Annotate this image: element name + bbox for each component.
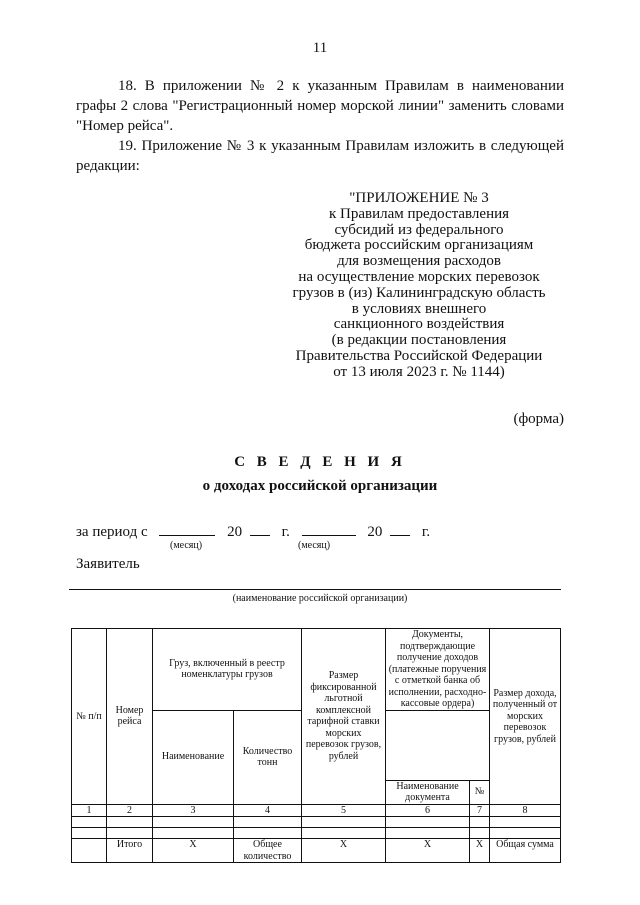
total-cell: Общее количество <box>234 839 302 863</box>
form-label: (форма) <box>513 411 564 427</box>
header-cargo-name: Наименование <box>153 710 234 804</box>
appendix-line: на осуществление морских перевозок <box>298 268 540 285</box>
total-row <box>72 839 561 863</box>
total-cell: Итого <box>107 839 153 863</box>
table-row <box>72 817 561 828</box>
appendix-line: к Правилам предоставления <box>328 205 510 222</box>
table-cell[interactable] <box>386 817 470 828</box>
header-doc-name: Наименование документа <box>386 780 470 804</box>
table-cell[interactable] <box>302 828 386 839</box>
appendix-line: в условиях внешнего <box>351 300 487 317</box>
table-cell[interactable] <box>107 817 153 828</box>
table-cell[interactable] <box>470 817 490 828</box>
page-number: 11 <box>312 40 328 56</box>
column-number: 2 <box>107 804 153 817</box>
total-cell: Х <box>153 839 234 863</box>
header-docs-group: Документы, подтверждающие получение доходов (платежные поручения с отметкой банка об исполнении, расходно-кассовые ордера) <box>386 629 490 711</box>
total-cell: Х <box>302 839 386 863</box>
paragraph-19: 19. Приложение № 3 к указанным Правилам изложить в следующей редакции: <box>76 138 564 174</box>
table-cell[interactable] <box>153 828 234 839</box>
appendix-line: для возмещения расходов <box>337 253 501 270</box>
table-cell[interactable] <box>490 828 561 839</box>
table-cell[interactable] <box>490 817 561 828</box>
total-cell: Х <box>470 839 490 863</box>
table-cell[interactable] <box>153 817 234 828</box>
year-prefix-2: 20 <box>367 524 383 540</box>
month-caption-1: (месяц) <box>170 540 203 551</box>
document-title: С В Е Д Е Н И Я <box>234 454 406 470</box>
total-cell: Х <box>386 839 470 863</box>
month-field-1[interactable] <box>159 521 215 536</box>
table-cell[interactable] <box>234 817 302 828</box>
header-rate: Размер фиксированной льготной комплексной тарифной ставки морских перевозок грузов, рублей <box>302 629 386 805</box>
year-suffix-1: г. <box>281 524 290 540</box>
month-caption-2: (месяц) <box>298 540 331 551</box>
appendix-header <box>286 191 552 381</box>
header-cargo-group: Груз, включенный в реестр номенклатуры грузов <box>153 629 302 711</box>
header-cargo-qty: Количество тонн <box>234 710 302 804</box>
appendix-line: (в редакции постановления <box>331 332 507 349</box>
total-cell: Общая сумма <box>490 839 561 863</box>
header-flight: Номер рейса <box>107 629 153 805</box>
table-cell[interactable] <box>386 828 470 839</box>
paragraph-18: 18. В приложении № 2 к указанным Правилам в наименовании графы 2 слова "Регистрационный номер морской линии" заменить словами "Номер рейса". <box>76 78 564 134</box>
table-cell[interactable] <box>302 817 386 828</box>
appendix-line: санкционного воздействия <box>333 316 505 333</box>
year-suffix-2: г. <box>421 524 431 540</box>
document-subtitle: о доходах российской организации <box>202 478 438 494</box>
year-field-2[interactable] <box>390 521 410 536</box>
month-field-2[interactable] <box>302 521 356 536</box>
appendix-line: субсидий из федерального <box>334 221 504 238</box>
column-number: 6 <box>386 804 470 817</box>
applicant-caption: (наименование российской организации) <box>232 593 408 604</box>
table-cell[interactable] <box>470 828 490 839</box>
period-prefix: за период с <box>76 524 148 540</box>
appendix-line: грузов в (из) Калининградскую область <box>292 284 546 301</box>
table-cell[interactable] <box>107 828 153 839</box>
table-row <box>72 828 561 839</box>
year-prefix-1: 20 <box>227 524 243 540</box>
appendix-line: от 13 июля 2023 г. № 1144) <box>333 363 505 380</box>
total-cell <box>72 839 107 863</box>
table-cell[interactable] <box>72 828 107 839</box>
appendix-line: "ПРИЛОЖЕНИЕ № 3 <box>349 190 489 206</box>
period-line <box>76 521 430 541</box>
column-number: 8 <box>490 804 561 817</box>
header-num: № п/п <box>72 629 107 805</box>
table-cell[interactable] <box>234 828 302 839</box>
income-table <box>71 628 561 863</box>
header-doc-num: № <box>470 780 490 804</box>
year-field-1[interactable] <box>250 521 270 536</box>
appendix-line: Правительства Российской Федерации <box>295 347 543 364</box>
column-number: 5 <box>302 804 386 817</box>
applicant-label: Заявитель <box>76 556 140 572</box>
appendix-line: бюджета российским организациям <box>304 237 534 254</box>
column-number: 4 <box>234 804 302 817</box>
column-number: 1 <box>72 804 107 817</box>
column-number: 3 <box>153 804 234 817</box>
table-cell[interactable] <box>72 817 107 828</box>
header-income: Размер дохода, полученный от морских перевозок грузов, рублей <box>490 629 561 805</box>
applicant-name-field[interactable] <box>69 589 561 590</box>
column-number: 7 <box>470 804 490 817</box>
